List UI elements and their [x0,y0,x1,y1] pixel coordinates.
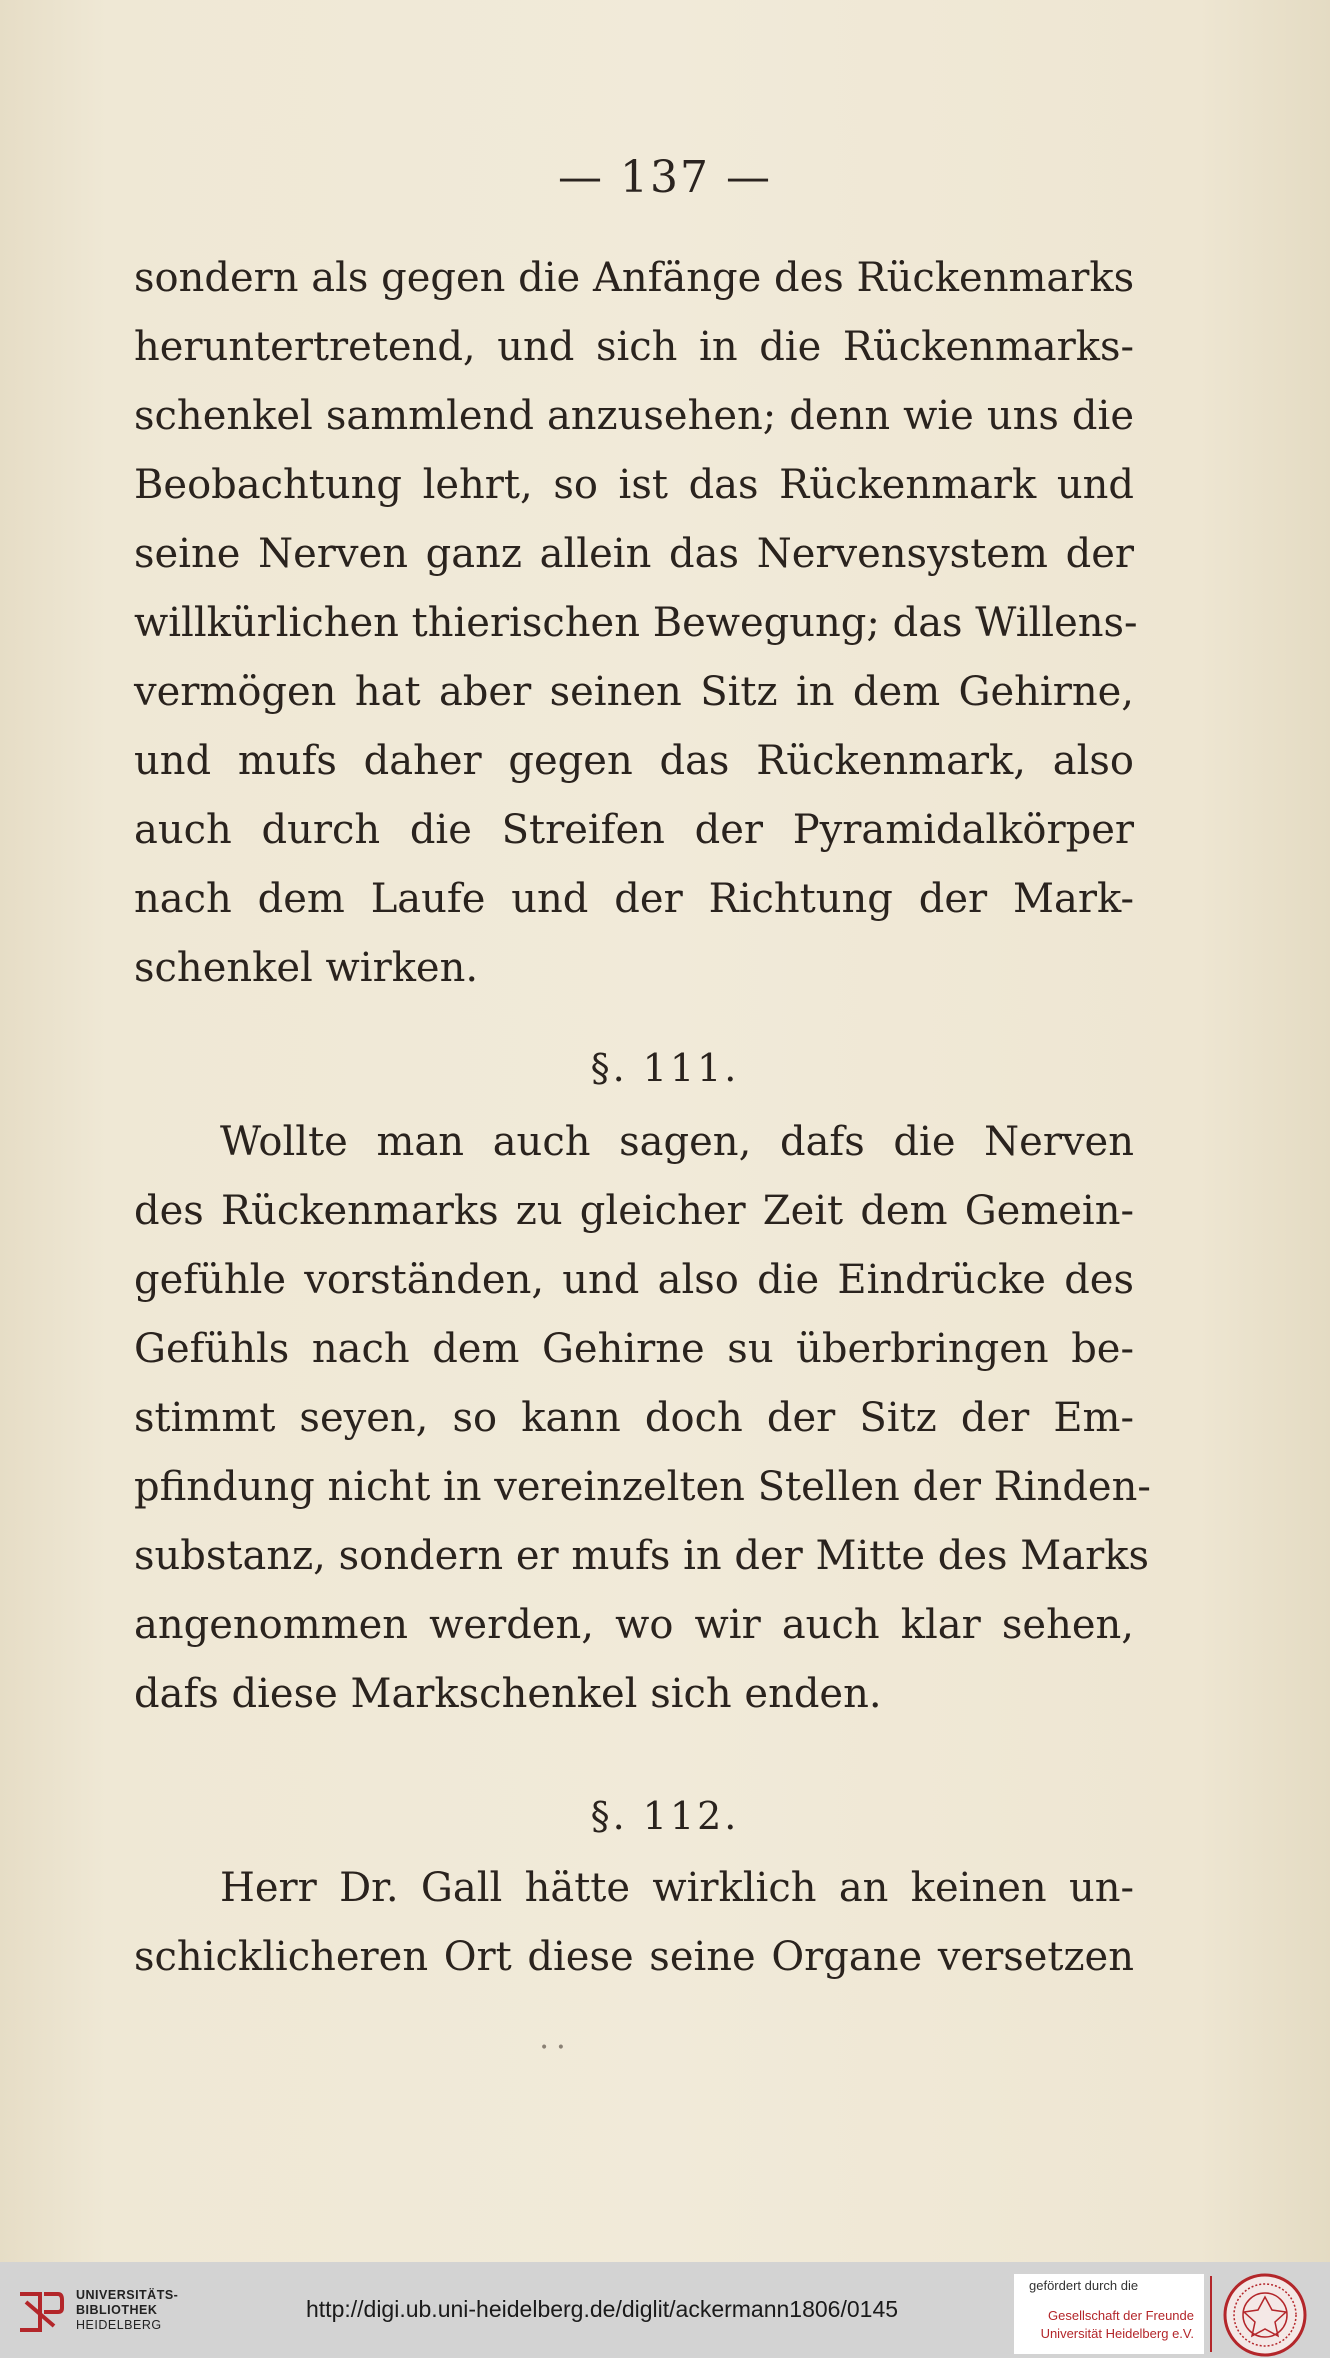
text-line: sondern als gegen die Anfänge des Rückenmarks [134,255,1135,301]
text-line: nach dem Laufe und der Richtung der Mark- [134,876,1134,922]
text-line: Herr Dr. Gall hätte wirklich an keinen un- [220,1865,1134,1911]
text-line: dafs diese Markschenkel sich enden. [134,1671,882,1717]
text-line: auch durch die Streifen der Pyramidalkörper [134,807,1134,853]
text-line: Beobachtung lehrt, so ist das Rückenmark und [134,462,1134,508]
text-line: angenommen werden, wo wir auch klar sehen, [134,1602,1134,1648]
text-line: heruntertretend, und sich in die Rückenmarks- [134,324,1134,370]
library-name-line: BIBLIOTHEK [76,2303,158,2317]
section-heading-111: §. 111. [590,1046,740,1090]
text-line: substanz, sondern er mufs in der Mitte des Marks [134,1533,1149,1579]
text-line: pfindung nicht in vereinzelten Stellen der Rinden- [134,1464,1151,1510]
paragraph-2 [134,1108,1151,1729]
sponsor-label: gefördert durch die [1029,2278,1139,2293]
sponsor-name: Universität Heidelberg e.V. [1040,2326,1194,2341]
library-name-line: UNIVERSITÄTS- [76,2288,179,2302]
text-line: schenkel sammlend anzusehen; denn wie uns die [134,393,1134,439]
section-heading-112: §. 112. [590,1794,740,1838]
footer-bar [0,2262,1330,2358]
text-line: des Rückenmarks zu gleicher Zeit dem Gemein- [134,1188,1134,1234]
page-number: — 137 — [558,152,772,203]
university-seal-icon [1222,2272,1308,2358]
sponsor-name: Gesellschaft der Freunde [1048,2308,1194,2323]
library-name-line: HEIDELBERG [76,2318,162,2332]
permalink-url[interactable]: http://digi.ub.uni-heidelberg.de/diglit/ackermann1806/0145 [306,2296,899,2322]
text-line: Gefühls nach dem Gehirne su überbringen be- [134,1326,1134,1372]
text-line: willkürlichen thierischen Bewegung; das Willens- [134,600,1138,646]
ub-logo-icon [14,2286,64,2338]
text-line: und mufs daher gegen das Rückenmark, also [134,738,1134,784]
text-line: schicklicheren Ort diese seine Organe versetzen [134,1934,1134,1980]
sponsor-box [1014,2274,1204,2354]
catchword-mark: • • [540,2040,567,2056]
text-line: schenkel wirken. [134,945,479,991]
text-line: gefühle vorständen, und also die Eindrücke des [134,1257,1134,1303]
paragraph-1 [134,244,1138,1003]
text-line: Wollte man auch sagen, dafs die Nerven [220,1119,1134,1165]
text-line: vermögen hat aber seinen Sitz in dem Gehirne, [134,669,1134,715]
paragraph-3 [134,1854,1134,1992]
text-line: seine Nerven ganz allein das Nervensystem der [134,531,1134,577]
text-line: stimmt seyen, so kann doch der Sitz der Em- [134,1395,1134,1441]
library-name [76,2288,178,2333]
footer-divider [1210,2276,1212,2352]
